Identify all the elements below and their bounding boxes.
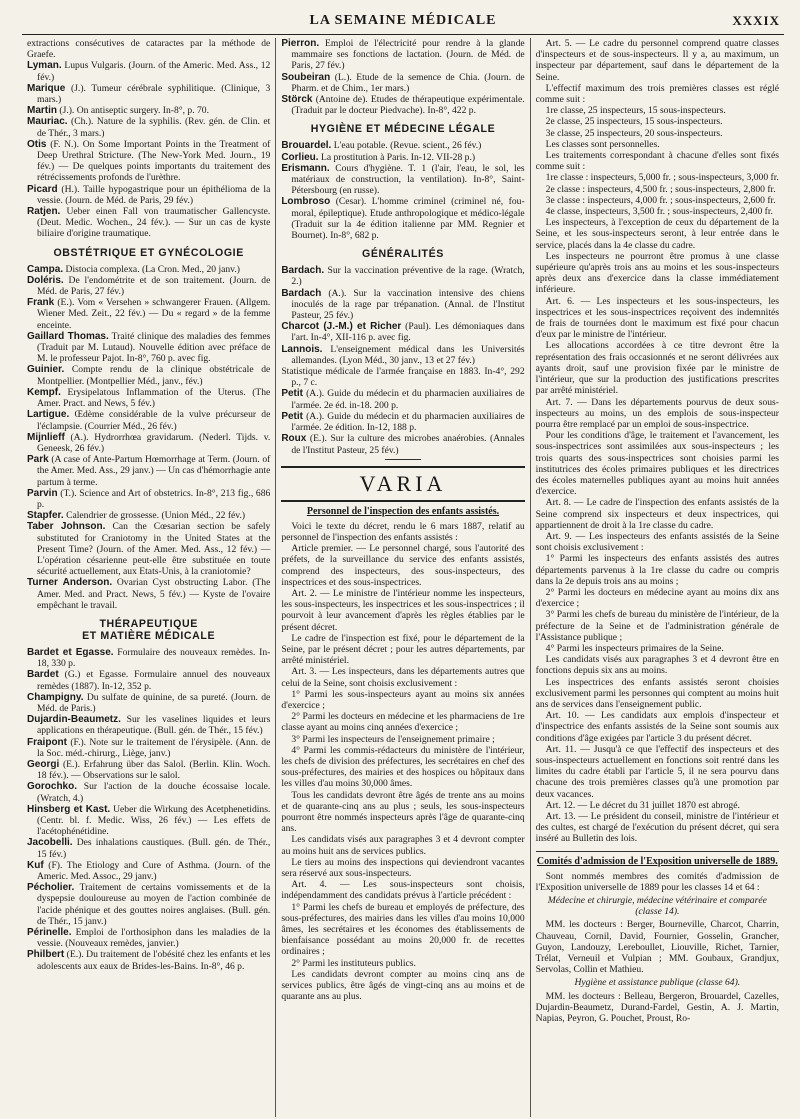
entry-text: Statistique médicale de l'armée française en 1883. In-4°, 292 p., 7 c. bbox=[281, 366, 525, 389]
entry-author: Taber Johnson. bbox=[27, 521, 106, 533]
entry-author: Mauriac. bbox=[27, 116, 68, 128]
entry-author: Lombroso bbox=[281, 196, 331, 208]
section-heading-line-1: THÉRAPEUTIQUE bbox=[99, 617, 198, 630]
article-paragraph: Les inspecteurs ne pourront être promus à une classe supérieure qu'après trois ans au moins et les sous-inspecteurs après deux ans d'exercice dans la classe immédiatement inférieure. bbox=[535, 250, 779, 296]
entry-text: (Cesar). L'homme criminel (criminel né, fou-moral, épileptique). Etude anthropologique et médico-légale (Traduit sur la 4e édition italienne par MM. Regnier et Bournet). In-8°, 682 p. bbox=[291, 196, 525, 242]
bibliography-entry bbox=[27, 669, 270, 691]
bibliography-entry bbox=[27, 432, 270, 454]
bibliography-entry bbox=[27, 331, 270, 365]
entry-author: Erismann. bbox=[281, 162, 330, 174]
bibliography-entry bbox=[27, 206, 270, 240]
entry-text: (A.). Guide du médecin et du pharmacien auxiliaires de l'armée. 2e éd. in-18. 200 p. bbox=[291, 388, 525, 411]
bibliography-entry bbox=[281, 288, 524, 322]
bibliography-entry bbox=[27, 510, 270, 521]
column-left bbox=[22, 38, 275, 1117]
bibliography-entry bbox=[281, 366, 524, 388]
entry-author: Martin bbox=[27, 105, 57, 117]
entry-text: Can the Cœsarian section be safely substituted for Craniotomy in the United States at the Present Time? (Journ. of the Amer. Med. Ass., 12 fév.) — L'opération césarienne peut-elle être substituée en toute sécurité actuellement, aux Etats-Unis, à la craniotomie? bbox=[37, 521, 271, 578]
entry-text: (F. N.). On Some Important Points in the Treatment of Deep Urethral Stricture. (The New-York Med. Journ., 19 fév.) — De quelques points importants du traitement des rétrécissements profonds de l'urèthre. bbox=[37, 138, 271, 184]
column-right bbox=[530, 38, 784, 1117]
article-paragraph: Art. 12. — Le décret du 31 juillet 1870 est abrogé. bbox=[545, 799, 740, 811]
bibliography-entry bbox=[27, 454, 270, 488]
bibliography-entry bbox=[27, 116, 270, 138]
entry-text: (Antoine de). Etudes de thérapeutique expérimentale. (Traduit par le docteur Piedvache). In-8°, 422 p. bbox=[291, 94, 525, 117]
entry-author: Charcot (J.-M.) et Richer bbox=[281, 321, 402, 333]
bibliography-entry bbox=[281, 72, 524, 94]
entry-author: Ratjen. bbox=[27, 206, 61, 218]
entry-author: Kuf bbox=[27, 859, 44, 871]
bibliography-entry bbox=[281, 196, 524, 241]
article-paragraph: 4° Parmi les commis-rédacteurs du ministère de l'intérieur, les chefs de division des préfectures, les secrétaires en chef des sous-préfectures, des mairies et des hospices ou hôpitaux dans les villes d'au moins 30,000 âmes. bbox=[281, 744, 525, 790]
divider bbox=[536, 851, 779, 852]
entry-author: Turner Anderson. bbox=[27, 577, 113, 589]
entry-text: (J.). Tumeur cérébrale syphilitique. (Clinique, 3 mars.) bbox=[37, 82, 271, 106]
page-number: XXXIX bbox=[732, 13, 780, 28]
entry-author: Doléris. bbox=[27, 274, 64, 286]
entry-author: Park bbox=[27, 454, 49, 466]
bibliography-entry bbox=[27, 837, 270, 859]
section-heading-line-2: ET MATIÈRE MÉDICALE bbox=[82, 629, 216, 642]
entry-author: Bardet bbox=[27, 669, 59, 681]
entry-author: Corlieu. bbox=[281, 151, 319, 163]
entry-text: Compte rendu de la clinique obstétricale de Montpellier. (Montpellier Méd., janv., fév.) bbox=[37, 364, 271, 387]
article-paragraph: 4° Parmi les inspecteurs primaires de la Seine. bbox=[545, 642, 724, 654]
bibliography-entry bbox=[27, 692, 270, 714]
bibliography-entry bbox=[281, 411, 524, 433]
entry-author: Jacobelli. bbox=[27, 837, 73, 849]
article-paragraph: Art. 3. — Les inspecteurs, dans les départements autres que celui de la Seine, sont choisis exclusivement : bbox=[281, 666, 525, 689]
article-paragraph: Les allocations accordées à ce titre devront être la représentation des frais occasionnés et ne seront délivrées aux ayants droit, sauf une provision fixée par le ministre de l'intérieur, que sur la production des justifications prescrites par arrêté ministériel. bbox=[535, 340, 779, 397]
bibliography-entry bbox=[27, 488, 270, 510]
entry-author: Gorochko. bbox=[27, 781, 78, 793]
entry-text: Œdème considérable de la vulve précurseur de l'éclampsie. (Courrier Méd., 26 fév.) bbox=[37, 409, 271, 432]
entry-text: Traitement de certains vomissements et de la dyspepsie douloureuse au moyen de l'action combinée de l'acide phénique et des gouttes noires anglaises. (Bull. gén. de Thér., 15 janv.) bbox=[37, 882, 271, 927]
page-header bbox=[22, 0, 784, 35]
bibliography-entry bbox=[27, 860, 270, 882]
bibliography-entry bbox=[281, 152, 524, 163]
entry-text: Distocia complexa. (La Cron. Med., 20 janv.) bbox=[65, 263, 240, 275]
entry-text: Emploi de l'orthosiphon dans les maladies de la vessie. (Nouveaux remèdes, janvier.) bbox=[37, 927, 271, 950]
entry-text: (T.). Science and Art of obstetrics. In-8°, 213 fig., 686 p. bbox=[37, 487, 271, 510]
bibliography-entry bbox=[27, 139, 270, 184]
article-paragraph: Voici le texte du décret, rendu le 6 mars 1887, relatif au personnel de l'inspection des enfants assistés : bbox=[281, 520, 525, 543]
entry-text: (E.). Erfahrung über das Salol. (Berlin. Klin. Woch. 18 fév.). — Observations sur le salol. bbox=[37, 758, 271, 782]
bibliography-entry bbox=[27, 949, 270, 971]
entry-text: (E.). Du traitement de l'obésité chez les enfants et les adolescents aux eaux de Brides-les-Bains. In-8°, 46 p. bbox=[37, 949, 271, 972]
bibliography-entry bbox=[27, 275, 270, 297]
article-paragraph: 2° Parmi les docteurs en médecine ayant au moins dix ans d'exercice ; bbox=[535, 586, 779, 610]
article-paragraph: 1° Parmi les chefs de bureau et employés de préfecture, des sous-préfectures, des mairies dans les villes d'au moins 10,000 âmes, les secrétaires et les économes des établissements de bienfaisance possédant au moins 20,000 fr. de recettes ordinaires ; bbox=[281, 901, 525, 958]
article-paragraph: Le cadre de l'inspection est fixé, pour le département de la Seine, par le présent décret ; pour les autres départements, par arrêté ministériel. bbox=[281, 632, 525, 667]
article-paragraph: 3e classe, 25 inspecteurs, 20 sous-inspecteurs. bbox=[545, 127, 723, 139]
bibliography-entry bbox=[27, 60, 270, 82]
bibliography-entry bbox=[27, 804, 270, 838]
class-64-heading: Hygiène et assistance publique (classe 64). bbox=[574, 977, 741, 989]
bibliography-entry bbox=[27, 105, 270, 116]
entry-author: Périnelle. bbox=[27, 927, 72, 939]
article-title-comites: Comités d'admission de l'Exposition universelle de 1889. bbox=[536, 855, 778, 867]
entry-text: Traité clinique des maladies des femmes (Traduit par M. Lutaud). Nouvelle édition avec préface de M. le professeur Pajot. In-8°, 760 p. avec fig. bbox=[37, 330, 271, 365]
entry-author: Lartigue. bbox=[27, 409, 70, 421]
entry-author: Lannois. bbox=[281, 343, 323, 355]
entry-author: Mijnlieff bbox=[27, 431, 65, 443]
article-paragraph: Art. 5. — Le cadre du personnel comprend quatre classes d'inspecteurs et de sous-inspecteurs. Il y a, au maximum, un inspecteur par département, sauf dans le département de la Seine. bbox=[535, 38, 779, 83]
bibliography-entry bbox=[281, 344, 524, 366]
bibliography-entry bbox=[27, 781, 270, 803]
article-paragraph: Art. 8. — Le cadre de l'inspection des enfants assistés de la Seine comprend six inspecteurs et deux inspectrices, qui appartiennent de droit à la 1re classe du cadre. bbox=[535, 497, 779, 531]
article-paragraph: Tous les candidats devront être âgés de trente ans au moins et de quarante-cinq ans au plus ; seuls, les sous-inspecteurs pourront être nommés inspecteurs après l'âge de quarante-cinq ans. bbox=[281, 789, 525, 835]
entry-author: Störck bbox=[281, 94, 313, 106]
article-paragraph: Les traitements correspondant à chacune d'elles sont fixés comme suit : bbox=[535, 150, 779, 173]
columns bbox=[22, 38, 784, 1117]
divider bbox=[385, 459, 421, 460]
entry-author: Roux bbox=[281, 433, 307, 445]
entry-text: (J.). On antiseptic surgery. In-8°, p. 70. bbox=[59, 105, 209, 117]
article-paragraph: 1re classe : inspecteurs, 5,000 fr. ; sous-inspecteurs, 3,000 fr. bbox=[545, 172, 779, 184]
entry-text: (F). The Etiology and Cure of Asthma. (Journ. of the Americ. Med. Assoc., 29 janv.) bbox=[37, 859, 271, 883]
article-paragraph: Art. 7. — Dans les départements pourvus de deux sous-inspecteurs au moins, un des emplois de sous-inspecteur pourra être remplacé par un emploi de sous-inspectrice. bbox=[535, 396, 779, 430]
entry-author: Bardet et Egasse. bbox=[27, 646, 114, 658]
article-title: Personnel de l'inspection des enfants assistés. bbox=[306, 505, 500, 517]
bibliography-entry bbox=[27, 364, 270, 386]
entry-author: Frank bbox=[27, 297, 55, 309]
article-paragraph: Art. 4. — Les sous-inspecteurs sont choisis, indépendamment des candidats prévus à l'article précédent : bbox=[281, 879, 525, 902]
article-paragraph: 3° Parmi les inspecteurs de l'enseignement primaire ; bbox=[291, 733, 495, 745]
class-64-members: MM. les docteurs : Belleau, Bergeron, Brouardel, Cazelles, Dujardin-Beaumetz, Durand-Fardel, Gestin, A. J. Martin, Napias, Peyron, G. Pouchet, Proust, Ro- bbox=[535, 990, 779, 1025]
entry-author: Guinier. bbox=[27, 364, 65, 376]
entry-author: Dujardin-Beaumetz. bbox=[27, 714, 121, 726]
class-14-members: MM. les docteurs : Berger, Bourneville, Charcot, Charrin, Chauveau, Cornil, David, Fournier, Gosselin, Grancher, Guyon, Landouzy, Lereboullet, Liouville, Richet, Tarnier, Trélat, Verneuil et Vulpian ; MM. Goubaux, Grandjux, Servolas, Collin et Mathieu. bbox=[535, 919, 779, 976]
entry-text: Du sulfate de quinine, de sa pureté. (Journ. de Méd. de Paris.) bbox=[37, 691, 271, 714]
bibliography-entry bbox=[281, 433, 524, 455]
entry-author: Marique bbox=[27, 82, 66, 94]
comites-intro: Sont nommés membres des comités d'admission de l'Exposition universelle de 1889 pour les classes 14 et 64 : bbox=[535, 870, 779, 893]
article-paragraph: Le tiers au moins des inspections qui deviendront vacantes sera réservé aux sous-inspecteurs. bbox=[281, 856, 525, 879]
section-heading-generalites: GÉNÉRALITÉS bbox=[362, 248, 444, 261]
article-paragraph: Les inspecteurs, à l'exception de ceux du département de la Seine, et les sous-inspecteurs seront, à leur entrée dans le service, placés dans la 4e classe du cadre. bbox=[535, 217, 779, 251]
section-heading-hygiene: HYGIÈNE ET MÉDECINE LÉGALE bbox=[310, 123, 496, 136]
bibliography-entry bbox=[281, 321, 524, 343]
article-paragraph: 2e classe : inspecteurs, 4,500 fr. ; sous-inspecteurs, 2,800 fr. bbox=[545, 183, 776, 195]
class-14-heading: Médecine et chirurgie, médecine vétérinaire et comparée (classe 14). bbox=[547, 895, 767, 918]
entry-author: Petit bbox=[281, 410, 303, 422]
bibliography-entry bbox=[27, 521, 270, 577]
article-paragraph: Les inspectrices des enfants assistés seront choisies exclusivement parmi les personnes qui comptent au moins huit ans de services dans l'enseignement public. bbox=[535, 676, 779, 710]
bibliography-entry bbox=[27, 714, 270, 736]
entry-author: Bardach bbox=[281, 287, 322, 299]
entry-author: Stapfer. bbox=[27, 510, 64, 522]
article-paragraph: Art. 10. — Les candidats aux emplois d'inspecteur et d'inspectrice des enfants assistés de la Seine sont soumis aux conditions d'âge exigées par l'article 3 du présent décret. bbox=[535, 710, 779, 744]
entry-author: Georgi bbox=[27, 758, 60, 770]
article-paragraph: 1re classe, 25 inspecteurs, 15 sous-inspecteurs. bbox=[545, 105, 726, 117]
entry-text: Cours d'hygiène. T. 1 (l'air, l'eau, le sol, les matériaux de construction, la ventilation). In-8°, Saint-Pétersbourg (en russe). bbox=[291, 162, 525, 197]
entry-text: (A case of Ante-Partum Hœmorrhage at Term. (Journ. of the Amer. Med. Ass., 29 janv.) — Un cas d'hémorrhagie ante partum à terme. bbox=[37, 454, 271, 488]
entry-author: Lyman. bbox=[27, 60, 62, 72]
entry-text: (Paul). Les démoniaques dans l'art. In-4°, XII-116 p. avec fig. bbox=[291, 321, 525, 344]
bibliography-entry bbox=[27, 927, 270, 949]
article-paragraph: Article premier. — Le personnel chargé, sous l'autorité des préfets, de la surveillance du service des enfants assistés, comprend des inspecteurs, des sous-inspecteurs, des inspectrices et des sous-inspectrices. bbox=[281, 543, 525, 588]
entry-author: Pierron. bbox=[281, 38, 320, 49]
bibliography-entry bbox=[281, 94, 524, 116]
entry-text: De l'endométrite et de son traitement. (Journ. de Méd. de Paris, 27 fév.) bbox=[37, 274, 271, 298]
entry-text: Lupus Vulgaris. (Journ. of the Americ. Med. Ass., 12 fév.) bbox=[37, 60, 271, 83]
article-paragraph: Art. 6. — Les inspecteurs et les sous-inspecteurs, les inspectrices et les sous-inspectrices reçoivent des indemnités de frais de tournées dont le maximum est fixé pour chacun d'eux par le ministre de l'intérieur. bbox=[535, 295, 779, 341]
bibliography-entry bbox=[27, 264, 270, 275]
bibliography-entry bbox=[27, 387, 270, 409]
article-paragraph: 2° Parmi les instituteurs publics. bbox=[291, 957, 416, 969]
bibliography-entry bbox=[27, 297, 270, 331]
bibliography-entry bbox=[27, 184, 270, 206]
entry-author: Petit bbox=[281, 388, 303, 400]
entry-author: Hinsberg et Kast. bbox=[27, 803, 111, 815]
entry-author: Brouardel. bbox=[281, 140, 332, 152]
entry-author: Kempf. bbox=[27, 386, 61, 398]
entry-author: Pécholier. bbox=[27, 882, 75, 894]
entry-text: Erysipelatous Inflammation of the Uterus. (The Amer. Pract. and News, 5 fév.) bbox=[37, 386, 271, 410]
article-paragraph: 4e classe, inspecteurs, 3,500 fr. ; sous-inspecteurs, 2,400 fr. bbox=[545, 206, 773, 218]
entry-author: Champigny. bbox=[27, 691, 84, 703]
bibliography-entry bbox=[281, 140, 524, 151]
entry-author: Picard bbox=[27, 183, 58, 195]
bibliography-entry bbox=[281, 265, 524, 287]
entry-text: Formulaire des nouveaux remèdes. In-18, 330 p. bbox=[37, 646, 271, 670]
entry-text: (F.). Note sur le traitement de l'érysipèle. (Ann. de la Soc. méd.-chirurg., Liège, janv.) bbox=[37, 736, 271, 759]
bibliography-entry bbox=[281, 38, 524, 72]
lead-text: extractions consécutives de cataractes par la méthode de Graefe. bbox=[27, 38, 271, 61]
bibliography-entry bbox=[281, 163, 524, 197]
entry-text: Des inhalations caustiques. (Bull. gén. de Thér., 15 fév.) bbox=[37, 837, 271, 860]
entry-text: (E.). Vom « Versehen » schwangerer Frauen. (Allgem. Wiener Med. Zeit., 22 fév.) — Du « regard » de la femme enceinte. bbox=[37, 297, 271, 331]
entry-text: Ueber die Wirkung des Acetphenetidins. (Centr. bl. f. Medic. Wiss, 26 fév.) — Les effets de l'acétophénétidine. bbox=[37, 803, 271, 838]
section-heading-obstetrics: OBSTÉTRIQUE ET GYNÉCOLOGIE bbox=[53, 246, 244, 259]
entry-author: Soubeiran bbox=[281, 71, 331, 83]
entry-author: Gaillard Thomas. bbox=[27, 330, 109, 342]
entry-text: Calendrier de grossesse. (Union Méd., 22 fév.) bbox=[66, 510, 246, 522]
entry-text: (G.) et Egasse. Formulaire annuel des nouveaux remèdes (1887). In-12, 352 p. bbox=[37, 669, 271, 692]
entry-author: Bardach. bbox=[281, 265, 325, 277]
entry-text: La prostitution à Paris. In-12. VII-28 p.) bbox=[320, 151, 476, 163]
bibliography-entry bbox=[27, 882, 270, 927]
varia-heading: VARIA bbox=[281, 466, 524, 502]
bibliography-entry bbox=[27, 759, 270, 781]
bibliography-entry bbox=[281, 388, 524, 410]
entry-author: Campa. bbox=[27, 263, 64, 275]
article-paragraph: Les candidats visés aux paragraphes 3 et 4 devront compter au moins huit ans de services publics. bbox=[281, 834, 525, 857]
bibliography-entry bbox=[27, 737, 270, 759]
entry-text: (E.). Sur la culture des microbes anaérobies. (Annales de l'Institut Pasteur, 25 fév.) bbox=[291, 433, 525, 456]
article-paragraph: Art. 11. — Jusqu'à ce que l'effectif des inspecteurs et des sous-inspecteurs actuellement en fonctions soit rentré dans les limites du cadre établi par l'article 5, il ne sera pourvu dans chacune des trois premières classes qu'à une promotion par deux vacances. bbox=[535, 743, 779, 800]
article-paragraph: Les candidats devront compter au moins cinq ans de services publics, être âgés de vingt-cinq ans au moins et de quarante ans au plus. bbox=[281, 968, 525, 1003]
entry-text: (A.). Sur la vaccination intensive des chiens inoculés de la rage par trépanation. (Annal. de l'Institut Pasteur, 25 fév.) bbox=[291, 287, 525, 322]
article-paragraph: Les classes sont personnelles. bbox=[545, 138, 660, 150]
bibliography-entry bbox=[27, 83, 270, 105]
entry-author: Philbert bbox=[27, 949, 65, 961]
journal-title: LA SEMAINE MÉDICALE bbox=[309, 13, 497, 28]
entry-text: (A.). Hydrorrhœa gravidarum. (Nederl. Tijds. v. Geneesk, 26 fév.) bbox=[37, 431, 271, 454]
entry-text: L'enseignement médical dans les Universités allemandes. (Lyon Méd., 30 janv., 13 et 27 fév.) bbox=[291, 343, 525, 366]
article-paragraph: L'effectif maximum des trois premières classes est réglé comme suit : bbox=[535, 82, 779, 106]
article-paragraph: Art. 9. — Les inspecteurs des enfants assistés de la Seine sont choisis exclusivement : bbox=[535, 530, 779, 554]
article-paragraph: Pour les conditions d'âge, le traitement et l'avancement, les sous-inspectrices sont assimilées aux sous-inspecteurs ; les trois quarts des sous-inspectrices sont choisies parmi les institutrices des écoles primaires publiques et les directrices des écoles maternelles publiques ayant au moins huit années d'exercice. bbox=[535, 430, 779, 498]
bibliography-entry bbox=[27, 577, 270, 611]
section-heading-therapeutics bbox=[27, 618, 270, 642]
entry-text: (A.). Guide du médecin et du pharmacien auxiliaires de l'armée. 2e édition. In-12, 188 p. bbox=[291, 410, 525, 434]
entry-text: (Ch.). Nature de la syphilis. (Rev. gén. de Clin. et de Thér., 3 mars.) bbox=[37, 116, 271, 139]
entry-text: Emploi de l'électricité pour rendre à la glande mammaire ses fonctions de lactation. (Journ. de Méd. de Paris, 27 fév.) bbox=[291, 38, 525, 72]
article-paragraph: 3e classe : inspecteurs, 4,000 fr. ; sous-inspecteurs, 2,600 fr. bbox=[545, 194, 776, 206]
article-paragraph: 2e classe, 25 inspecteurs, 15 sous-inspecteurs. bbox=[545, 116, 723, 128]
entry-author: Otis bbox=[27, 138, 47, 150]
entry-text: Ueber einen Fall von traumatischer Gallencyste. (Deut. Medic. Wochen., 24 fév.). — Sur un cas de kyste biliaire d'origine traumatique. bbox=[37, 206, 271, 240]
article-paragraph: Art. 13. — Le président du conseil, ministre de l'intérieur et des cultes, est chargé de l'exécution du présent décret, qui sera inséré au Bulletin des lois. bbox=[535, 811, 779, 845]
bibliography-entry bbox=[27, 647, 270, 669]
entry-text: (L.). Etude de la semence de Chia. (Journ. de Pharm. et de Chim., 1er mars.) bbox=[291, 71, 525, 94]
entry-text: L'eau potable. (Revue. scient., 26 fév.) bbox=[333, 140, 482, 152]
entry-author: Parvin bbox=[27, 487, 58, 499]
entry-text: Ovarian Cyst obstructing Labor. (The Amer. Med. and Pract. News, 5 fév.) — Kyste de l'ovaire empêchant le travail. bbox=[37, 577, 271, 611]
bibliography-entry bbox=[27, 409, 270, 431]
entry-text: Sur les vaselines liquides et leurs applications en thérapeutique. (Bull. gén. de Thér., 15 fév.) bbox=[37, 714, 271, 737]
entry-author: Fraipont bbox=[27, 736, 67, 748]
article-paragraph: 1° Parmi les inspecteurs des enfants assistés des autres départements parvenus à la 1re classe du cadre ou compris dans la 2e depuis trois ans au moins ; bbox=[535, 553, 779, 587]
article-paragraph: 1° Parmi les sous-inspecteurs ayant au moins six années d'exercice ; bbox=[281, 688, 525, 711]
article-paragraph: 3° Parmi les chefs de bureau du ministère de l'intérieur, de la préfecture de la Seine et de l'administration générale de l'Assistance publique ; bbox=[535, 609, 779, 643]
column-middle bbox=[275, 38, 529, 1117]
entry-text: (H.). Taille hypogastrique pour un épithélioma de la vessie. (Journ. de Méd. de Paris, 29 fév.) bbox=[37, 183, 271, 206]
article-paragraph: Art. 2. — Le ministre de l'intérieur nomme les inspecteurs, les sous-inspecteurs, les inspectrices et les sous-inspectrices ; il pourvoit à leur avancement d'après les règles établies par le présent décret. bbox=[281, 587, 525, 633]
entry-text: Sur la vaccination préventive de la rage. (Wratch, 2.) bbox=[291, 265, 525, 288]
entry-text: Sur l'action de la douche écossaise locale. (Wratch, 4.) bbox=[37, 781, 271, 804]
article-paragraph: 2° Parmi les docteurs en médecine et les pharmaciens de 1re classe ayant au moins cinq années d'exercice ; bbox=[281, 711, 525, 734]
article-paragraph: Les candidats visés aux paragraphes 3 et 4 devront être en fonctions depuis six ans au moins. bbox=[535, 654, 779, 677]
